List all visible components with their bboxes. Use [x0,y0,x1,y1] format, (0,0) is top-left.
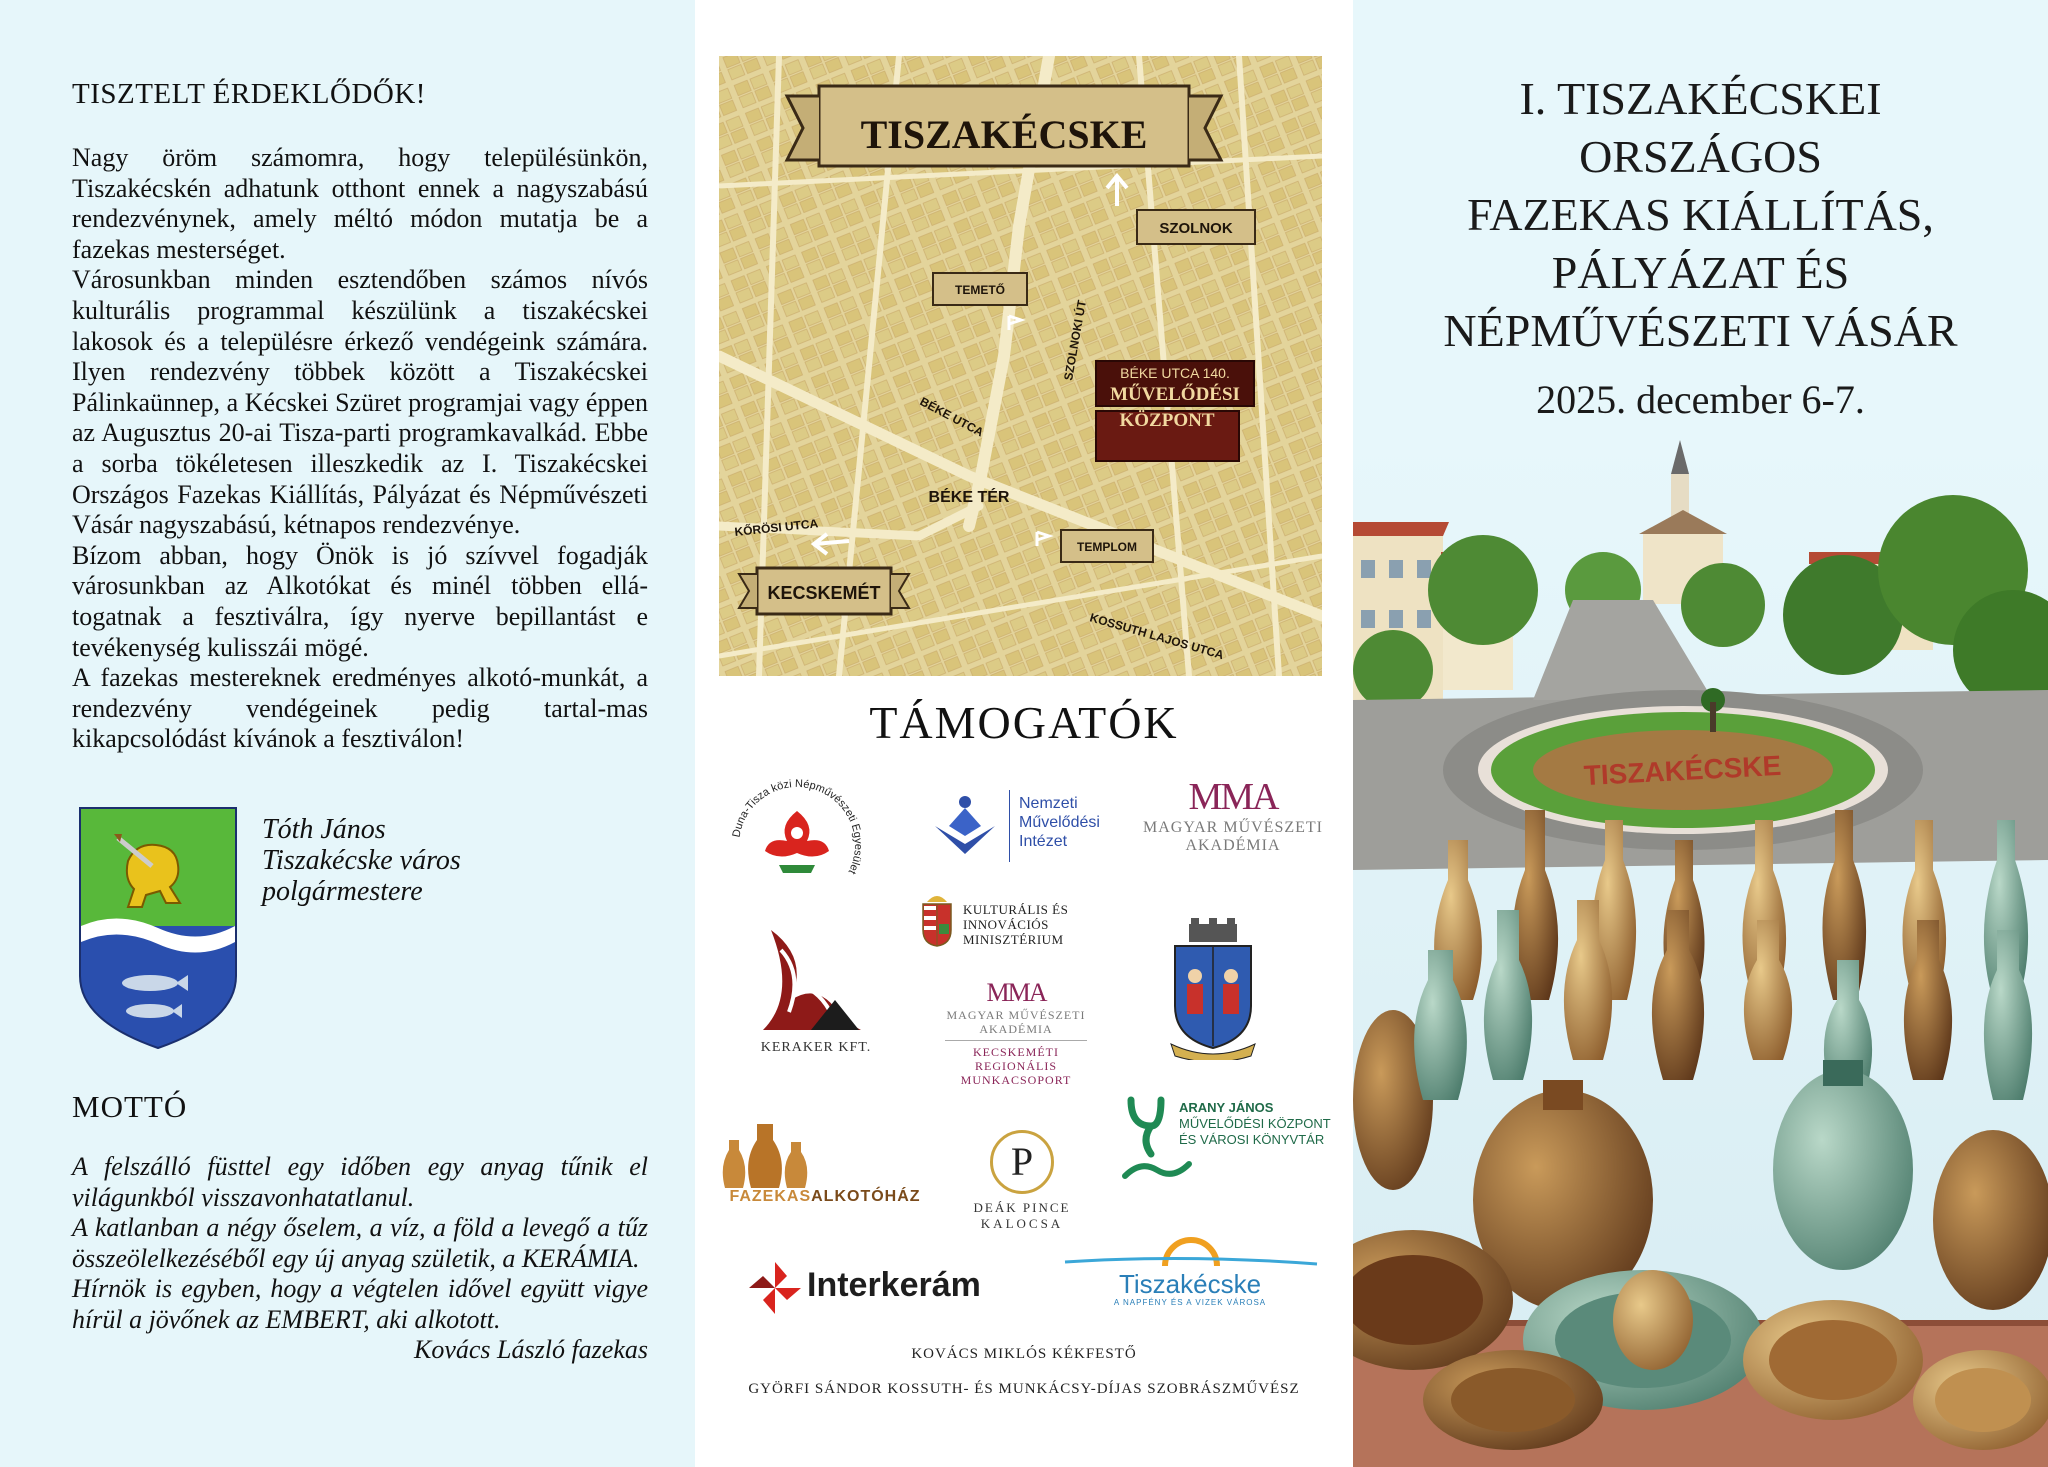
deak-pince-mark: P [990,1130,1054,1194]
keraker-label: KERAKER KFT. [760,1040,872,1055]
interkeram-emblem-icon [745,1258,805,1318]
map-label-templom: TEMPLOM [1077,540,1137,554]
duna-tisza-label: Duna-Tisza közi Népművészeti Egyesület [730,777,865,877]
arany-janos-logo [1121,1096,1351,1186]
map-label-kozpont: KÖZPONT [1119,410,1215,431]
keraker-logo [751,930,881,1070]
location-map [719,56,1322,676]
map-label-kecskemet: KECSKEMÉT [767,583,881,603]
hungarian-coat-of-arms-icon [919,890,955,948]
kecskemet-crest-icon [1165,918,1261,1060]
event-title-line: ORSZÁGOS [1579,131,1822,182]
tiszakecske-sublabel: A NAPFÉNY ÉS A VIZEK VÁROSA [1113,1298,1267,1307]
letter-paragraph: Nagy öröm számomra, hogy településünkön, Tiszakécskén adhatunk otthont ennek a nagyszabású rendezvénynek, amely méltó módon mutatja be a fazekas mesterséget. [72,143,648,264]
right-panel [1353,0,2048,1467]
event-date: 2025. december 6-7. [1536,377,1865,422]
keraker-emblem-icon [751,930,871,1040]
map-label-szolnoki-ut: SZOLNOKI ÚT [1061,298,1090,382]
mayor-letter [72,143,648,755]
map-label-szolnok: SZOLNOK [1159,220,1233,237]
nmi-logo [929,790,1129,870]
mayor-role: Tiszakécske város [262,845,461,876]
interkeram-logo [745,1258,995,1318]
tiszakecske-label: Tiszakécske [1118,1269,1262,1299]
event-title-line: PÁLYÁZAT ÉS [1551,247,1850,298]
kim-label: MINISZTÉRIUM [963,932,1064,947]
mma-label: MAGYAR MŰVÉSZETI [1143,819,1323,836]
fazekas-label-a: FAZEKAS [729,1188,812,1205]
middle-panel [695,0,1353,1467]
map-label-temeto: TEMETŐ [955,283,1005,297]
greeting-heading: TISZTELT ÉRDEKLŐDŐK! [72,78,426,110]
duna-tisza-logo [727,775,867,915]
venue-banner [1096,361,1254,461]
nmi-label: Művelődési [1019,814,1100,831]
arany-janos-label: ARANY JÁNOS [1179,1100,1274,1115]
map-label-korosi-utca: KŐRÖSI UTCA [733,516,819,539]
left-panel [0,0,695,1467]
mayor-name: Tóth János [262,814,386,845]
motto-paragraph: A felszálló füsttel egy időben egy anyag tűnik el világunkból visszavonhatatlanul. [72,1152,648,1212]
event-title-line: I. TISZAKÉCSKEI [1519,73,1882,124]
town-banner [787,86,1221,166]
mma-mark: MMA [1188,776,1278,818]
mayor-role: polgármestere [262,876,423,907]
roundabout-text: TISZAKÉCSKE [1583,749,1782,792]
deak-pince-label: DEÁK PINCE [973,1200,1071,1215]
motto-heading: MOTTÓ [72,1089,188,1124]
tiszakecske-city-logo [1055,1210,1325,1320]
town-coat-of-arms [78,806,238,1050]
mayor-signature [262,814,461,907]
nmi-label: Intézet [1019,833,1068,850]
deak-pince-label: KALOCSA [980,1216,1064,1231]
map-label-beke-ter: BÉKE TÉR [928,489,1010,506]
pottery-jugs-icon [715,1110,815,1188]
map-town-label: TISZAKÉCSKE [860,112,1148,157]
nmi-label: Nemzeti [1019,795,1078,812]
sponsor-gyorfi: GYÖRFI SÁNDOR KOSSUTH- ÉS MUNKÁCSY-DÍJAS SZOBRÁSZMŰVÉSZ [748,1381,1300,1397]
mma-kecskemet-mark: MMA [986,978,1046,1007]
mma-logo [1133,775,1333,865]
motto-text [72,1152,648,1366]
map-label-address: BÉKE UTCA 140. [1120,365,1230,381]
sunrise-wave-icon [1055,1210,1325,1270]
arany-janos-label: MŰVELŐDÉSI KÖZPONT [1179,1116,1331,1131]
mma-label: AKADÉMIA [1185,837,1281,854]
mma-kecskemet-label: MUNKACSOPORT [960,1073,1072,1087]
mma-kecskemet-label: REGIONÁLIS [975,1059,1057,1073]
map-label-muvelodesi: MŰVELŐDÉSI [1110,384,1240,405]
kim-logo [919,890,1149,950]
letter-paragraph: Bízom abban, hogy Önök is jó szívvel fogadják városunkban az Alkotókat és minél többen ellá-togatnak a fesztiválra, így nyerve bepillantást e tevékenység kulisszái mögé. [72,540,648,662]
letter-paragraph: A fazekas mestereknek eredményes alkotó-munkát, a rendezvény vendégeinek pedig tartal-mas kikapcsolódást kívánok a fesztiválon! [72,663,648,754]
arany-janos-label: ÉS VÁROSI KÖNYVTÁR [1179,1132,1325,1147]
event-title [1353,70,2048,360]
mma-kecskemet-label: MAGYAR MŰVÉSZETI [946,1008,1086,1022]
kecskemet-crest-logo [1165,918,1261,1060]
supporters-heading: TÁMOGATÓK [869,697,1179,748]
map-label-kossuth: KOSSUTH LAJOS UTCA [1088,610,1226,663]
interkeram-label: Interkerám [807,1266,981,1304]
mma-kecskemet-label: KECSKEMÉTI [973,1045,1059,1059]
motto-paragraph: Hírnök is egyben, hogy a végtelen idővel együtt vigye hírül a jövőnek az EMBERT, aki alkotott. [72,1274,648,1334]
kim-label: KULTURÁLIS ÉS INNOVÁCIÓS [963,902,1069,932]
map-label-beke-utca: BÉKE UTCA [917,394,986,440]
event-title-line: FAZEKAS KIÁLLÍTÁS, [1467,189,1934,240]
letter-paragraph: Városunkban minden esztendőben számos nívós kulturális programmal készülünk a tiszakécskei lakosok és a településre érkező vendégeink számára. Ilyen rendezvény többek között a Tiszakécskei Pálinkaünnep, a Kécskei Szüret programjai vagy éppen az Augusztus 20-ai Tisza-parti programkavalkád. Ebbe a sorba tökéletesen illeszkedik az I. Tiszakécskei Országos Fazekas Kiállítás, Pályázat és Népművészeti Vásár nagyszabású, kétnapos rendezvénye. [72,265,648,540]
fazekas-label-b: ALKOTÓHÁZ [811,1188,921,1205]
motto-author: Kovács László fazekas [414,1335,648,1364]
town-and-pottery-photo [1353,440,2048,1467]
fazekas-alkotohaz-logo [715,1110,935,1210]
event-title-line: NÉPMŰVÉSZETI VÁSÁR [1443,305,1958,356]
mma-kecskemet-logo [931,978,1101,1108]
motto-paragraph: A katlanban a négy őselem, a víz, a föld a levegő a tűz összeölelkezéséből egy új anyag születik, a KERÁMIA. [72,1213,648,1273]
mma-kecskemet-label: AKADÉMIA [945,1022,1087,1041]
nmi-emblem-icon [929,790,1001,860]
sponsor-kovacs: KOVÁCS MIKLÓS KÉKFESTŐ [911,1346,1137,1362]
